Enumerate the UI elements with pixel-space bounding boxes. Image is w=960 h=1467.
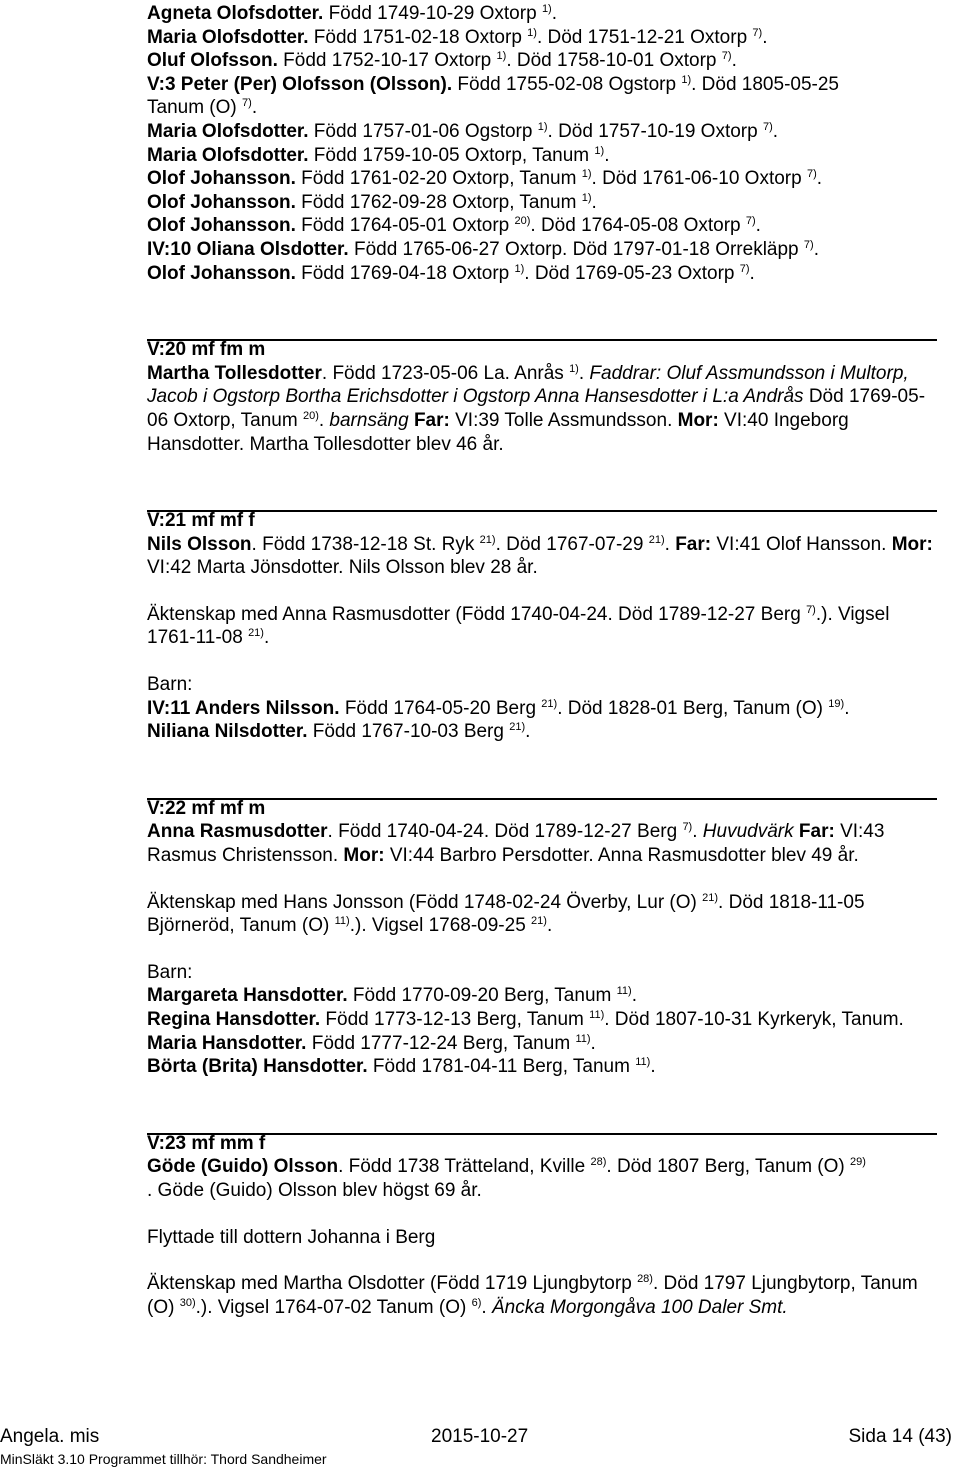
list-item: Maria Olofsdotter. Född 1757-01-06 Ogstorp $^{1)}$. Död 1757-10-19 Oxtorp $^{7)}$.	[147, 120, 779, 142]
list-item: Tanum (O) $^{7)}$.	[147, 97, 258, 119]
list-item: Maria Olofsdotter. Född 1759-10-05 Oxtorp, Tanum $^{1)}$.	[147, 144, 610, 166]
children-label: Barn:	[147, 674, 193, 696]
list-item: Oluf Olofsson. Född 1752-10-17 Oxtorp $^{1)}$. Död 1758-10-01 Oxtorp $^{7)}$.	[147, 50, 737, 72]
person-list	[147, 0, 937, 285]
marriage-entry: Äktenskap med Hans Jonsson (Född 1748-02-24 Överby, Lur (O) $^{21)}$. Död 1818-11-05 Björneröd, Tanum (O) $^{11)}$.). Vigsel 1768-09-25 $^{21)}$.	[147, 891, 865, 937]
document-page	[147, 0, 937, 1319]
section-heading: V:20 mf fm m	[147, 339, 266, 361]
person-section-v21	[147, 502, 937, 744]
section-heading: V:23 mf mm f	[147, 1132, 266, 1154]
footer-program: MinSläkt 3.10 Programmet tillhör: Thord Sandheimer	[0, 1451, 327, 1467]
child-item: Margareta Hansdotter. Född 1770-09-20 Berg, Tanum $^{11)}$.	[147, 985, 637, 1007]
list-item: Olof Johansson. Född 1769-04-18 Oxtorp $^{1)}$. Död 1769-05-23 Oxtorp $^{7)}$.	[147, 262, 755, 284]
list-item: Olof Johansson. Född 1764-05-01 Oxtorp $^{20)}$. Död 1764-05-08 Oxtorp $^{7)}$.	[147, 215, 761, 237]
child-item: Regina Hansdotter. Född 1773-12-13 Berg, Tanum $^{11)}$. Död 1807-10-31 Kyrkeryk, Tanum.	[147, 1009, 904, 1030]
note: Flyttade till dottern Johanna i Berg	[147, 1226, 436, 1248]
list-item: Olof Johansson. Född 1761-02-20 Oxtorp, Tanum $^{1)}$. Död 1761-06-10 Oxtorp $^{7)}$.	[147, 168, 823, 190]
section-heading: V:21 mf mf f	[147, 510, 255, 532]
person-entry: Göde (Guido) Olsson. Född 1738 Trätteland, Kville $^{28)}$. Död 1807 Berg, Tanum (O) $^{29)}$ . Göde (Guido) Olsson blev högst 69 år.	[147, 1156, 866, 1201]
list-item: IV:10 Oliana Olsdotter. Född 1765-06-27 Oxtorp. Död 1797-01-18 Orrekläpp $^{7)}$.	[147, 238, 819, 260]
person-entry: Anna Rasmusdotter. Född 1740-04-24. Död 1789-12-27 Berg $^{7)}$. Huvudvärk Far: VI:43 Rasmus Christensson. Mor: VI:44 Barbro Persdotter. Anna Rasmusdotter blev 49 år.	[147, 821, 885, 867]
list-item: Olof Johansson. Född 1762-09-28 Oxtorp, Tanum $^{1)}$.	[147, 191, 597, 213]
child-item: Niliana Nilsdotter. Född 1767-10-03 Berg $^{21)}$.	[147, 721, 531, 743]
list-item: V:3 Peter (Per) Olofsson (Olsson). Född 1755-02-08 Ogstorp $^{1)}$. Död 1805-05-25	[147, 73, 839, 95]
list-item: Maria Olofsdotter. Född 1751-02-18 Oxtorp $^{1)}$. Död 1751-12-21 Oxtorp $^{7)}$.	[147, 26, 768, 48]
person-section-v23	[147, 1125, 937, 1320]
footer-date: 2015-10-27	[431, 1426, 529, 1447]
list-item: Agneta Olofsdotter. Född 1749-10-29 Oxtorp $^{1)}$.	[147, 3, 557, 24]
child-item: IV:11 Anders Nilsson. Född 1764-05-20 Berg $^{21)}$. Död 1828-01 Berg, Tanum (O) $^{19)}$.	[147, 697, 850, 719]
child-item: Maria Hansdotter. Född 1777-12-24 Berg, Tanum $^{11)}$.	[147, 1032, 596, 1054]
section-heading: V:22 mf mf m	[147, 797, 266, 819]
person-section-v22	[147, 790, 937, 1079]
marriage-entry: Äktenskap med Anna Rasmusdotter (Född 1740-04-24. Död 1789-12-27 Berg $^{7)}$.). Vigsel 1761-11-08 $^{21)}$.	[147, 603, 890, 649]
children-label: Barn:	[147, 961, 193, 983]
footer-filename: Angela. mis	[0, 1426, 100, 1447]
child-item: Börta (Brita) Hansdotter. Född 1781-04-11 Berg, Tanum $^{11)}$.	[147, 1056, 656, 1078]
person-section-v20	[147, 331, 937, 456]
footer-page-number: Sida 14 (43)	[848, 1426, 952, 1447]
person-entry: Nils Olsson. Född 1738-12-18 St. Ryk $^{21)}$. Död 1767-07-29 $^{21)}$. Far: VI:41 Olof Hansson. Mor: VI:42 Marta Jönsdotter. Nils Olsson blev 28 år.	[147, 533, 933, 579]
marriage-entry: Äktenskap med Martha Olsdotter (Född 1719 Ljungbytorp $^{28)}$. Död 1797 Ljungbytorp, Tanum (O) $^{30)}$.). Vigsel 1764-07-02 Tanum (O) $^{6)}$. Äncka Morgongåva 100 Daler Smt.	[147, 1273, 918, 1318]
person-entry: Martha Tollesdotter. Född 1723-05-06 La. Anrås $^{1)}$. Faddrar: Oluf Assmundsson i Multorp, Jacob i Ogstorp Bortha Erichsdotter i Ogstorp Anna Hansesdotter i L:a Andrås Död 1769-05-06 Oxtorp, Tanum $^{20)}$. barnsäng Far: VI:39 Tolle Assmundsson. Mor: VI:40 Ingeborg Hansdotter. Martha Tollesdotter blev 46 år.	[147, 362, 926, 455]
